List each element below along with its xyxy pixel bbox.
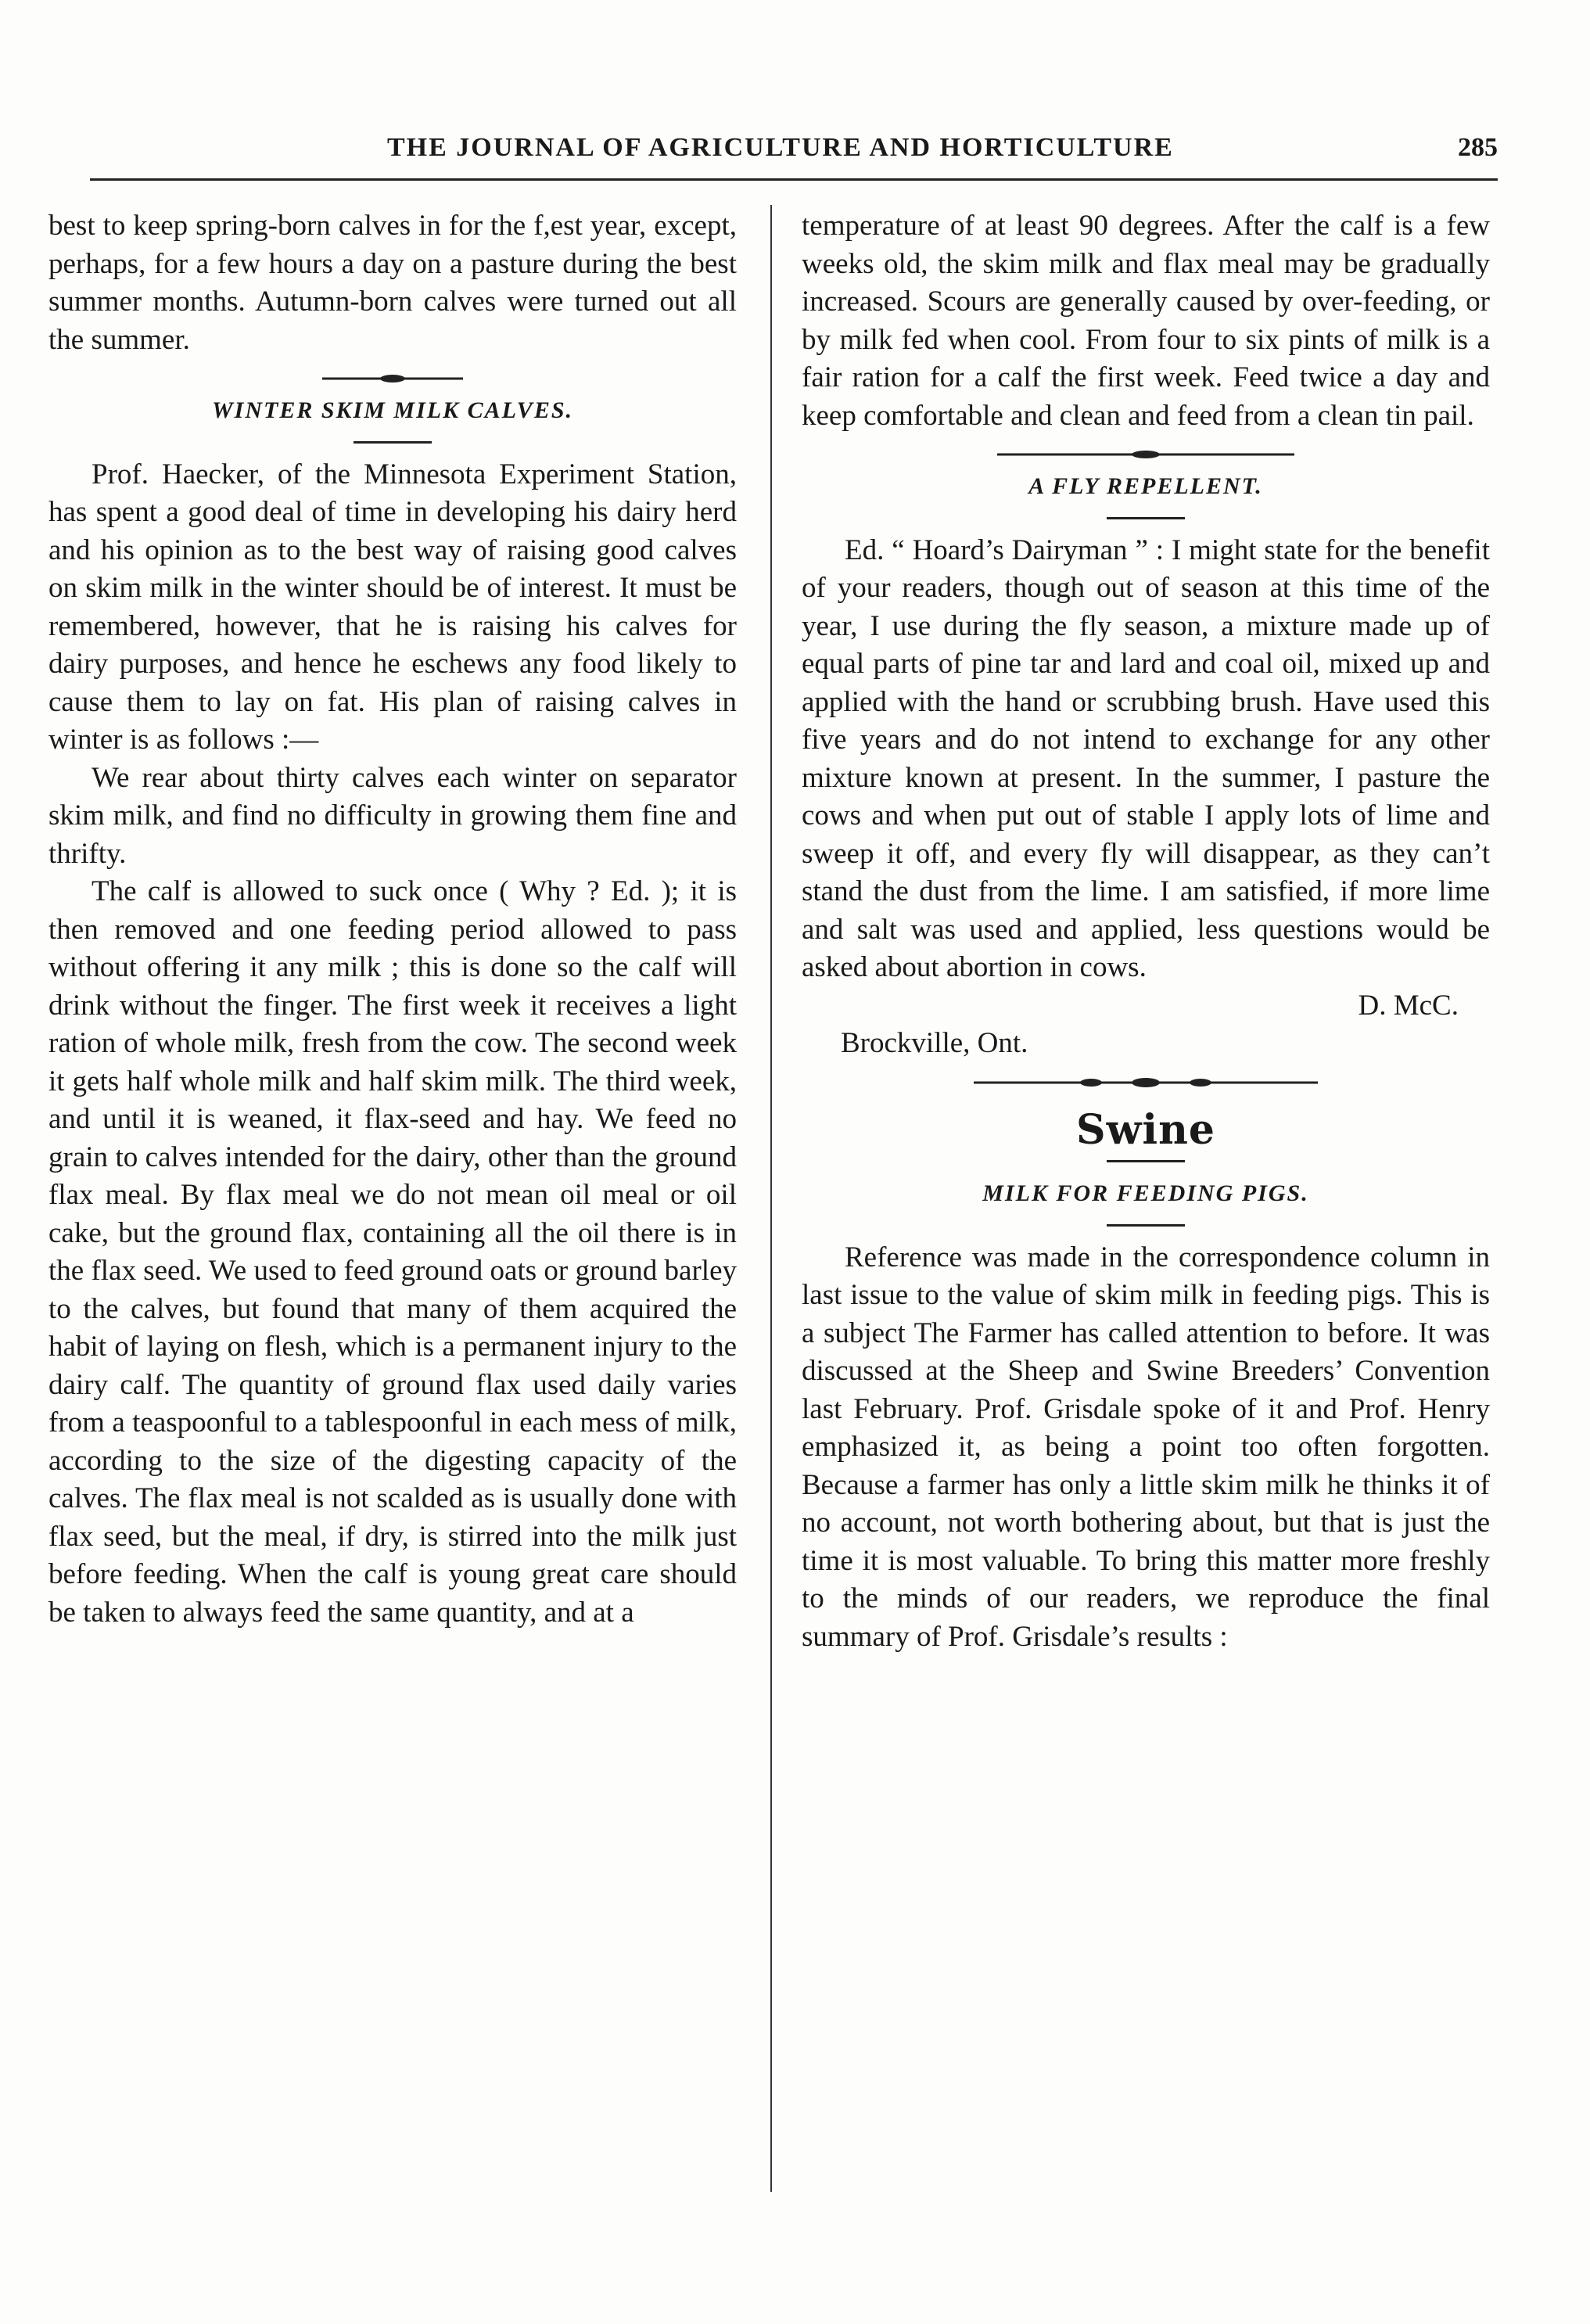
ornament-divider-icon [322, 373, 463, 384]
header-rule [90, 178, 1498, 181]
right-column [802, 207, 1490, 1656]
article-paragraph: Prof. Haecker, of the Minnesota Experiment Station, has spent a good deal of time in developing his dairy herd and his opinion as to the best way of raising good calves on skim milk in the winter should be of interest. It must be remembered, however, that he is raising his calves for dairy purposes, and hence he eschews any food likely to cause them to lay on fat. His plan of raising calves in winter is as follows :— [48, 458, 737, 756]
continuation-paragraph: temperature of at least 90 degrees. After the calf is a few weeks old, the skim milk and flax meal may be gradually increased. Scours are generally caused by over-feeding, or by milk fed when cool. From four to six pints of milk is a fair ration for a calf the first week. Feed twice a day and keep comfortable and clean and feed from a clean tin pail. [802, 210, 1490, 432]
article-heading-fly-repellent: A FLY REPELLENT. [1028, 473, 1263, 499]
short-rule [1107, 1224, 1185, 1227]
short-rule [1107, 517, 1185, 519]
page-header [90, 102, 1498, 172]
page-number: 285 [1458, 133, 1498, 162]
short-rule [354, 441, 432, 444]
article-paragraph: Reference was made in the correspondence column in last issue to the value of skim milk in feeding pigs. This is a subject The Farmer has called attention to before. It was discussed at the Sheep and Swine Breeders’ Convention last February. Prof. Grisdale spoke of it and Prof. Henry emphasized it, as being a point too often forgotten. Because a farmer has only a little skim milk he thinks it of no account, not worth bothering about, but that is just the time it is most valuable. To bring this matter more freshly to the minds of our readers, we reproduce the final summary of Prof. Grisdale’s results : [802, 1241, 1490, 1653]
article-paragraph: The calf is allowed to suck once ( Why ? Ed. ); it is then removed and one feeding period allowed to pass without offering it any milk ; this is done so the calf will drink without the finger. The first week it receives a light ration of whole milk, fresh from the cow. The second week it gets half whole milk and half skim milk. The third week, and until it is weaned, it flax-seed and hay. We feed no grain to calves intended for the dairy, other than the ground flax meal. By flax meal we do not mean oil meal or oil cake, but the ground flax, containing all the oil there is in the flax seed. We used to feed ground oats or ground barley to the calves, but found that many of them acquired the habit of laying on flesh, which is a permanent injury to the dairy calf. The quantity of ground flax used daily varies from a teaspoonful to a tablespoonful in each mess of milk, according to the size of the digesting capacity of the calves. The flax meal is not scalded as is usually done with flax seed, but the meal, if dry, is stirred into the milk just before feeding. When the calf is young great care should be taken to always feed the same quantity, and at a [48, 875, 737, 1629]
journal-title: THE JOURNAL OF AGRICULTURE AND HORTICULTURE [387, 133, 1174, 162]
intro-paragraph: best to keep spring-born calves in for the f,est year, except, perhaps, for a few hours a day on a pasture during the best summer months. Autumn-born calves were turned out all the summer. [48, 210, 737, 356]
article-paragraph: We rear about thirty calves each winter on separator skim milk, and find no difficulty in growing them fine and thrifty. [48, 761, 737, 870]
article-heading-milk-for-feeding-pigs: MILK FOR FEEDING PIGS. [982, 1180, 1309, 1206]
signature: D. McC. [1358, 989, 1459, 1022]
article-heading-winter-skim-milk-calves: WINTER SKIM MILK CALVES. [211, 397, 574, 423]
ornament-divider-icon [974, 1077, 1318, 1088]
place-line: Brockville, Ont. [841, 1027, 1028, 1059]
article-paragraph: Ed. “ Hoard’s Dairyman ” : I might state for the benefit of your readers, though out of season at this time of the year, I use during the fly season, a mixture made up of equal parts of pine tar and lard and coal oil, mixed up and applied with the hand or scrubbing brush. Have used this five years and do not intend to exchange for any other mixture known at present. In the summer, I pasture the cows and when put out of stable I apply lots of lime and sweep it off, and every fly will disappear, as they can’t stand the dust from the lime. I am satisfied, if more lime and salt was used and applied, less questions would be asked about abortion in cows. [802, 533, 1490, 983]
short-rule [1107, 1160, 1185, 1162]
ornament-divider-icon [997, 449, 1294, 460]
column-divider [770, 205, 772, 2192]
section-heading-swine: Swine [1076, 1105, 1215, 1154]
signoff [802, 987, 1490, 1026]
left-column [48, 207, 737, 1632]
